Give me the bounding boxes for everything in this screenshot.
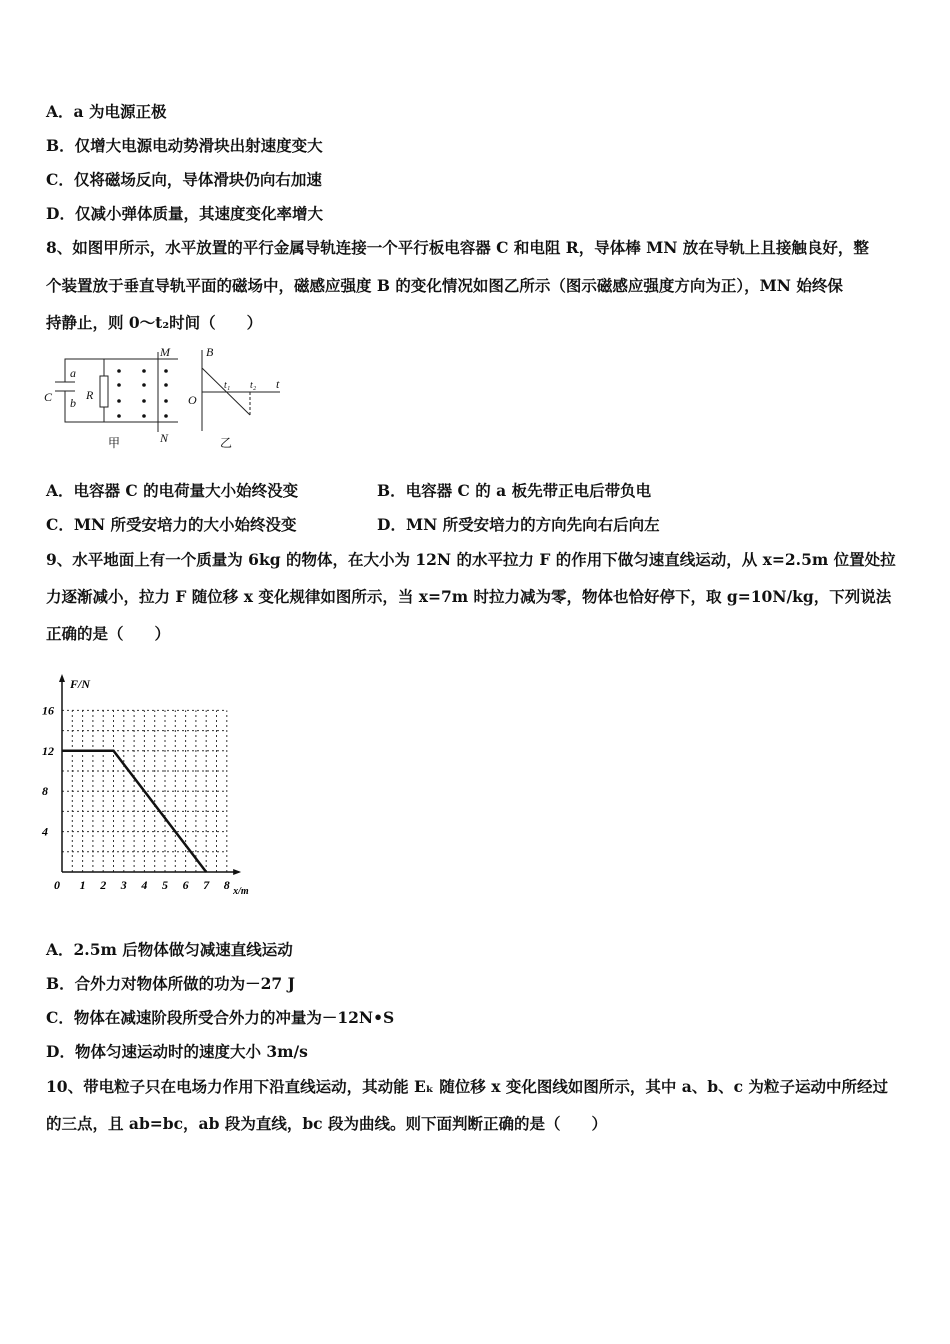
svg-text:a: a <box>70 366 76 380</box>
y-tick-label: 8 <box>42 784 48 799</box>
f-x-chart <box>40 670 260 900</box>
q8-text: 持静止，则 0～t₂时间（ ） <box>46 313 263 332</box>
y-axis-label: F/N <box>70 677 91 691</box>
y-tick-label: 16 <box>42 703 54 718</box>
x-axis-label: x/m <box>233 886 249 897</box>
q8-text: 8、如图甲所示，水平放置的平行金属导轨连接一个平行板电容器 C 和电阻 R，导体棒 MN 放在导轨上且接触良好，整 <box>46 238 869 257</box>
svg-text:t₁: t₁ <box>224 380 231 391</box>
svg-text:O: O <box>188 393 197 407</box>
x-tick-label: 1 <box>79 878 86 892</box>
q7-option-b: B．仅增大电源电动势滑块出射速度变大 <box>46 136 323 155</box>
svg-text:M: M <box>160 345 170 359</box>
q9-option-d: D．物体匀速运动时的速度大小 3m/s <box>46 1042 308 1061</box>
q8-figure <box>40 340 290 455</box>
q10-text: 的三点，且 ab=bc，ab 段为直线，bc 段为曲线。则下面判断正确的是（ ） <box>46 1114 607 1133</box>
svg-text:乙: 乙 <box>220 436 233 450</box>
q8-option-a: A．电容器 C 的电荷量大小始终没变 <box>46 481 299 500</box>
svg-text:t: t <box>276 377 280 391</box>
q9-text: 力逐渐减小，拉力 F 随位移 x 变化规律如图所示，当 x=7m 时拉力减为零，物体也恰好停下，取 g=10N/kg，下列说法 <box>46 587 892 606</box>
svg-text:b: b <box>70 396 76 410</box>
q8-text: 个装置放于垂直导轨平面的磁场中，磁感应强度 B 的变化情况如图乙所示（图示磁感应强度方向为正），MN 始终保 <box>46 276 843 295</box>
q10-text: 10、带电粒子只在电场力作用下沿直线运动，其动能 Eₖ 随位移 x 变化图线如图所示，其中 a、b、c 为粒子运动中所经过 <box>46 1077 888 1096</box>
y-axis-arrow <box>59 674 65 682</box>
x-tick-label: 3 <box>120 878 127 892</box>
svg-text:N: N <box>160 431 169 445</box>
x-tick-label: 7 <box>203 878 210 892</box>
q7-option-a: A．a 为电源正极 <box>46 102 167 121</box>
x-tick-label: 2 <box>100 878 107 892</box>
svg-text:甲: 甲 <box>108 436 121 450</box>
q7-option-d: D．仅减小弹体质量，其速度变化率增大 <box>46 204 323 223</box>
svg-text:C: C <box>44 390 53 404</box>
x-axis-arrow <box>233 869 241 875</box>
svg-text:t₂: t₂ <box>250 380 257 391</box>
svg-text:R: R <box>86 388 94 402</box>
q8-option-d: D．MN 所受安培力的方向先向右后向左 <box>377 515 660 534</box>
x-tick-label: 6 <box>182 878 189 892</box>
y-tick-label: 12 <box>42 743 54 758</box>
q7-option-c: C．仅将磁场反向，导体滑块仍向右加速 <box>46 170 322 189</box>
q8-option-c: C．MN 所受安培力的大小始终没变 <box>46 515 297 534</box>
x-tick-label: 4 <box>141 878 148 892</box>
y-tick-label: 4 <box>42 824 48 839</box>
q9-option-c: C．物体在减速阶段所受合外力的冲量为－12N•S <box>46 1008 395 1027</box>
q9-option-a: A．2.5m 后物体做匀减速直线运动 <box>46 940 293 959</box>
x-tick-label: 0 <box>54 878 60 892</box>
q9-option-b: B．合外力对物体所做的功为－27 J <box>46 974 295 993</box>
q9-text: 正确的是（ ） <box>46 624 171 643</box>
svg-text:B: B <box>206 345 214 359</box>
x-tick-label: 8 <box>223 878 230 892</box>
q9-text: 9、水平地面上有一个质量为 6kg 的物体，在大小为 12N 的水平拉力 F 的作用下做匀速直线运动，从 x=2.5m 位置处拉 <box>46 550 896 569</box>
q8-option-b: B．电容器 C 的 a 板先带正电后带负电 <box>377 481 652 500</box>
x-tick-label: 5 <box>162 878 168 892</box>
